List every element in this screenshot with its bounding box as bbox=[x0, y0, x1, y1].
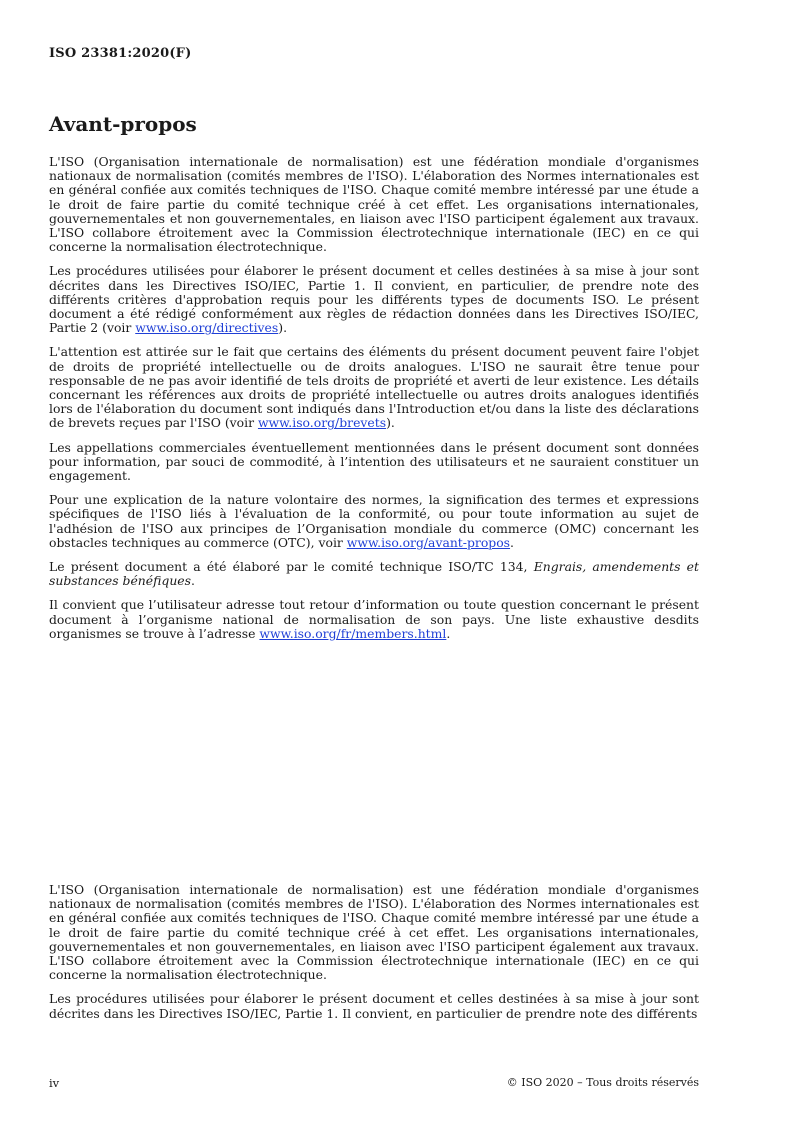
directives-link[interactable]: www.iso.org/directives bbox=[135, 320, 279, 336]
page-number: iv bbox=[49, 1076, 60, 1090]
patents-link[interactable]: www.iso.org/brevets bbox=[257, 415, 387, 431]
foreword-link[interactable]: www.iso.org/avant-propos bbox=[346, 534, 511, 550]
page-title: Avant-propos bbox=[49, 112, 197, 136]
paragraph-committee: Le présent document a été élaboré par le comité technique ISO/TC 134, Engrais, amendements et substances bénéfiques. bbox=[49, 559, 699, 589]
paragraph-trade-names: Les appellations commerciales éventuellement mentionnées dans le présent document sont données pour information, par souci de commodité, à l’intention des utilisateurs et ne sauraient constituer un engagement. bbox=[49, 439, 699, 484]
paragraph-feedback: Il convient que l’utilisateur adresse tout retour d’information ou toute question concernant le présent document à l’organisme national de normalisation de son pays. Une liste exhaustive desdits organismes se trouve à l’adresse www.iso.org/fr/members.html. bbox=[49, 597, 699, 641]
paragraph-patents: L'attention est attirée sur le fait que certains des éléments du présent document peuvent faire l'objet de droits de propriété intellectuelle ou de droits analogues. L'ISO ne saurait être tenue pour responsable de ne pas avoir identifié de tels droits de propriété et averti de leur existence. Les détails concernant les références aux droits de propriété intellectuelle ou autres droits analogues identifiés lors de l'élaboration du document sont indiqués dans l'Introduction et/ou dans la liste des déclarations de brevets reçues par l'ISO (voir www.iso.org/brevets). bbox=[49, 344, 699, 431]
paragraph-iso-intro-repeat: L'ISO (Organisation internationale de normalisation) est une fédération mondiale d'organismes nationaux de normalisation (comités membres de l'ISO). L'élaboration des Normes internationales est en général confiée aux comités techniques de l'ISO. Chaque comité membre intéressé par une étude a le droit de faire partie du comité technique créé à cet effet. Les organisations internationales, gouvernementales et non gouvernementales, en liaison avec l'ISO participent également aux travaux. L'ISO collabore étroitement avec la Commission électrotechnique internationale (IEC) en ce qui concerne la normalisation électrotechnique. bbox=[49, 882, 699, 983]
paragraph-procedures: Les procédures utilisées pour élaborer le présent document et celles destinées à sa mise à jour sont décrites dans les Directives ISO/IEC, Partie 1. Il convient, en particulier, de prendre note des différents critères d'approbation requis pour les différents types de documents ISO. Le présent document a été rédigé conformément aux règles de rédaction données dans les Directives ISO/IEC, Partie 2 (voir www.iso.org/directives). bbox=[49, 263, 699, 336]
repeated-body bbox=[49, 883, 699, 1031]
foreword-body bbox=[49, 155, 699, 651]
paragraph-procedures-repeat: Les procédures utilisées pour élaborer le présent document et celles destinées à sa mise à jour sont décrites dans les Directives ISO/IEC, Partie 1. Il convient, en particulier de prendre note des différents bbox=[49, 991, 699, 1021]
committee-title: Engrais, amendements et substances bénéfiques bbox=[49, 559, 699, 589]
paragraph-voluntary-nature: Pour une explication de la nature volontaire des normes, la signification des termes et expressions spécifiques de l'ISO liés à l'évaluation de la conformité, ou pour toute information au sujet de l'adhésion de l'ISO aux principes de l’Organisation mondiale du commerce (OMC) concernant les obstacles techniques au commerce (OTC), voir www.iso.org/avant-propos. bbox=[49, 492, 699, 550]
members-link[interactable]: www.iso.org/fr/members.html bbox=[259, 625, 447, 641]
copyright-notice: © ISO 2020 – Tous droits réservés bbox=[506, 1076, 699, 1089]
document-id: ISO 23381:2020(F) bbox=[49, 46, 192, 61]
paragraph-iso-intro: L'ISO (Organisation internationale de normalisation) est une fédération mondiale d'organismes nationaux de normalisation (comités membres de l'ISO). L'élaboration des Normes internationales est en général confiée aux comités techniques de l'ISO. Chaque comité membre intéressé par une étude a le droit de faire partie du comité technique créé à cet effet. Les organisations internationales, gouvernementales et non gouvernementales, en liaison avec l'ISO participent également aux travaux. L'ISO collabore étroitement avec la Commission électrotechnique internationale (IEC) en ce qui concerne la normalisation électrotechnique. bbox=[49, 154, 699, 255]
